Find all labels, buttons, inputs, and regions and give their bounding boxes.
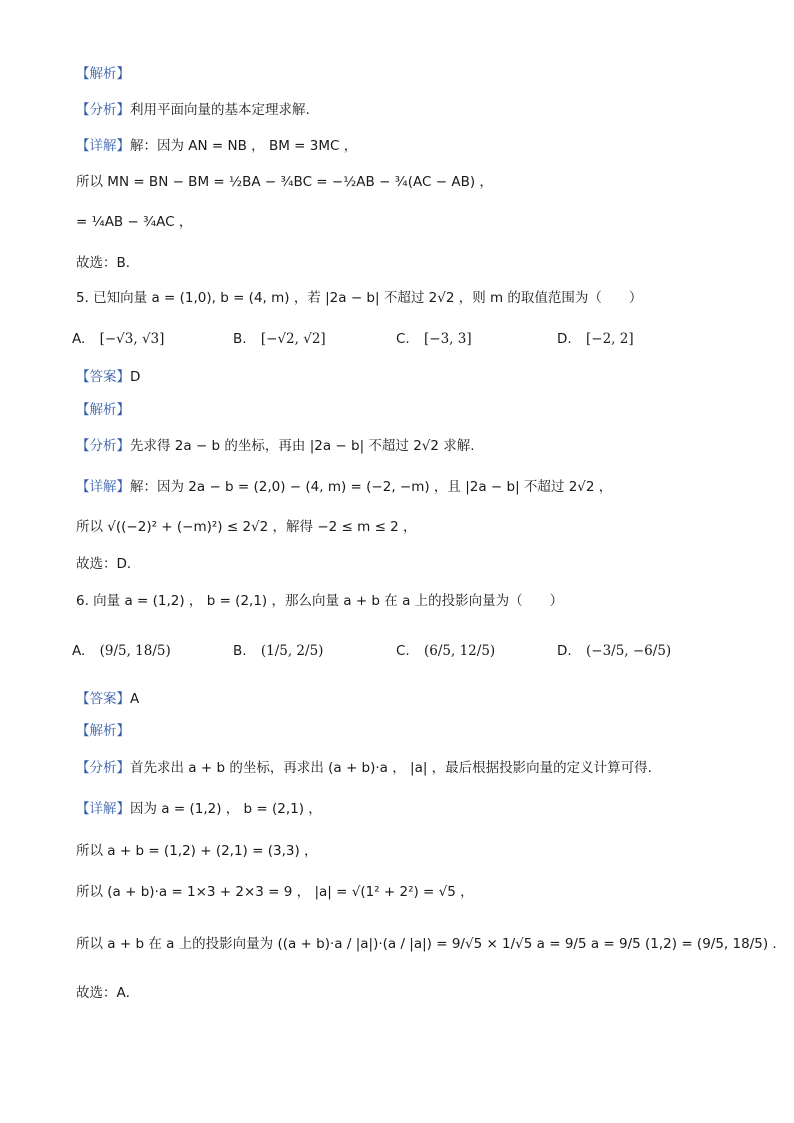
q5-option-a xyxy=(72,333,164,347)
fenxi-tag: 【分析】 xyxy=(76,438,130,454)
answer-tag: 【答案】 xyxy=(76,369,130,385)
xiangjie-text: 解：因为 AN = NB ， BM = 3MC ， xyxy=(130,138,358,154)
option-text: (−3/5, −6/5) xyxy=(585,643,672,659)
option-text: (1/5, 2/5) xyxy=(260,643,324,659)
fenxi-text: 利用平面向量的基本定理求解. xyxy=(130,102,310,118)
fenxi-text: 首先求出 a + b 的坐标，再求出 (a + b)·a ， |a| ，最后根据投影向量的定义计算可得. xyxy=(130,760,652,776)
answer-tag: 【答案】 xyxy=(76,691,130,707)
q6-derivation-line-2: 所以 (a + b)·a = 1×3 + 2×3 = 9 ， |a| = √(1² + 2²) = √5 ， xyxy=(76,884,474,900)
q5-final-line: 故选：D． xyxy=(76,556,141,572)
q6-detail-line xyxy=(76,803,322,817)
option-text: [−√3, √3] xyxy=(99,331,165,347)
option-letter: C. xyxy=(396,331,410,347)
xiangjie-text: 因为 a = (1,2) ， b = (2,1) ， xyxy=(130,801,322,817)
q6-option-c xyxy=(396,645,495,659)
option-letter: B. xyxy=(233,331,247,347)
derivation-line-2: = ¼AB − ¾AC ， xyxy=(76,214,193,230)
xiangjie-tag: 【详解】 xyxy=(76,138,130,154)
xiangjie-tag: 【详解】 xyxy=(76,801,130,817)
option-text: [−√2, √2] xyxy=(260,331,326,347)
answer-value: A xyxy=(130,691,140,707)
option-text: (6/5, 12/5) xyxy=(424,643,496,659)
option-text: (9/5, 18/5) xyxy=(99,643,171,659)
q5-option-c xyxy=(396,333,472,347)
option-letter: D. xyxy=(557,643,572,659)
q5-option-d xyxy=(557,333,634,347)
q5-answer-line xyxy=(76,371,140,385)
option-letter: A. xyxy=(72,643,86,659)
q6-option-d xyxy=(557,645,671,659)
q6-answer-line xyxy=(76,693,139,707)
q5-analysis-line xyxy=(76,440,475,454)
q6-final-line: 故选：A． xyxy=(76,985,140,1001)
q6-option-a xyxy=(72,645,171,659)
q6-derivation-line-3: 所以 a + b 在 a 上的投影向量为 ((a + b)·a / |a|)·(a / |a|) = 9/√5 × 1/√5 a = 9/5 a = 9/5 (1,2) = (9/5, 18/5) . xyxy=(76,936,777,952)
option-letter: D. xyxy=(557,331,572,347)
option-letter: B. xyxy=(233,643,247,659)
fenxi-tag: 【分析】 xyxy=(76,760,130,776)
q6-stem: 6. 向量 a = (1,2) ， b = (2,1) ，那么向量 a + b 在 a 上的投影向量为（ ） xyxy=(76,593,564,609)
answer-line: 故选：B． xyxy=(76,255,140,271)
xiangjie-tag: 【详解】 xyxy=(76,479,130,495)
q6-derivation-line-1: 所以 a + b = (1,2) + (2,1) = (3,3) ， xyxy=(76,843,318,859)
derivation-line-1: 所以 MN = BN − BM = ½BA − ¾BC = −½AB − ¾(AC − AB) ， xyxy=(76,174,493,190)
q5-derivation-line: 所以 √((−2)² + (−m)²) ≤ 2√2 ，解得 −2 ≤ m ≤ 2 ， xyxy=(76,519,417,535)
q6-jiexi-heading: 【解析】 xyxy=(76,723,130,739)
q6-option-b xyxy=(233,645,323,659)
q6-analysis-line xyxy=(76,762,652,776)
option-letter: C. xyxy=(396,643,410,659)
q5-jiexi-heading: 【解析】 xyxy=(76,402,130,418)
q5-stem: 5. 已知向量 a = (1,0), b = (4, m) ，若 |2a − b| 不超过 2√2 ，则 m 的取值范围为（ ） xyxy=(76,290,643,306)
answer-value: D xyxy=(130,369,141,385)
analysis-line xyxy=(76,104,310,118)
option-text: [−2, 2] xyxy=(585,331,634,347)
xiangjie-text: 解：因为 2a − b = (2,0) − (4, m) = (−2, −m) ，且 |2a − b| 不超过 2√2 ， xyxy=(130,479,613,495)
option-letter: A. xyxy=(72,331,86,347)
detail-line xyxy=(76,140,357,154)
q5-detail-line xyxy=(76,481,612,495)
fenxi-tag: 【分析】 xyxy=(76,102,130,118)
q5-option-b xyxy=(233,333,326,347)
option-text: [−3, 3] xyxy=(424,331,472,347)
fenxi-text: 先求得 2a − b 的坐标，再由 |2a − b| 不超过 2√2 求解. xyxy=(130,438,475,454)
jiexi-heading: 【解析】 xyxy=(76,66,130,82)
